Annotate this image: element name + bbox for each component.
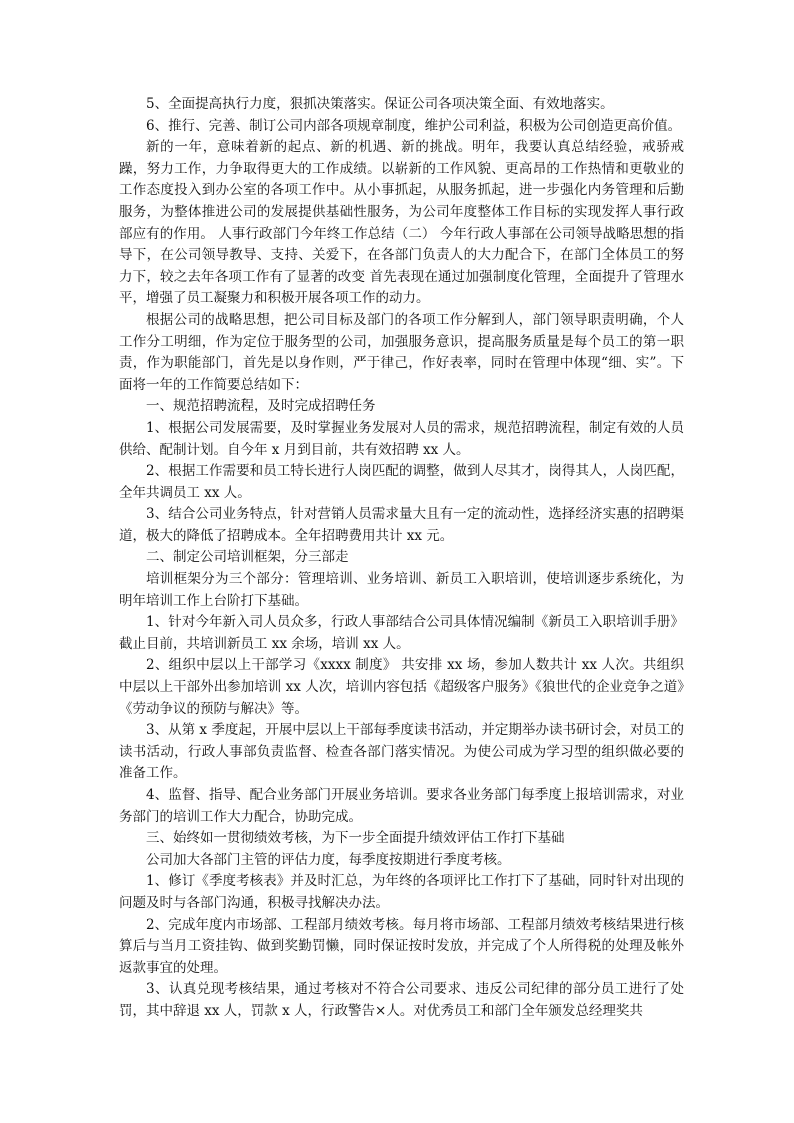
paragraph: 根据公司的战略思想，把公司目标及部门的各项工作分解到人，部门领导职责明确，个人工作分工明细，作为定位于服务型的公司，加强服务意识，提高服务质量是每个员工的第一职责，作为职能部门，首先是以身作则，严于律己，作好表率，同时在管理中体现“细、实”。下面将一年的工作简要总结如下： bbox=[119, 311, 684, 393]
paragraph: 2、组织中层以上干部学习《xxxx 制度》 共安排 xx 场，参加人数共计 xx 人次。共组织中层以上干部外出参加培训 xx 人次，培训内容包括《超级客户服务》《狼世代的企业竞争之道》《劳动争议的预防与解决》等。 bbox=[119, 657, 684, 717]
paragraph: 3、从第 x 季度起，开展中层以上干部每季度读书活动，并定期举办读书研讨会，对员工的读书活动，行政人事部负责监督、检查各部门落实情况。为使公司成为学习型的组织做必要的准备工作。 bbox=[119, 722, 684, 782]
paragraph: 公司加大各部门主管的评估力度，每季度按期进行季度考核。 bbox=[146, 851, 511, 868]
section-heading: 三、始终如一贯彻绩效考核，为下一步全面提升绩效评估工作打下基础 bbox=[146, 830, 565, 847]
paragraph: 新的一年，意味着新的起点、新的机遇、新的挑战。明年，我要认真总结经验，戒骄戒躁，努力工作，力争取得更大的工作成绩。以崭新的工作风貌、更高昂的工作热情和更敬业的工作态度投入到办公室的各项工作中。从小事抓起，从服务抓起，进一步强化内务管理和后勤服务，为整体推进公司的发展提供基础性服务，为公司年度整体工作目标的实现发挥人事行政部应有的作用。 人事行政部门今年终工作总结（二） 今年行政人事部在公司领导战略思想的指导下，在公司领导教导、支持、关爱下，在各部门负责人的大力配合下，在部门全体员工的努力下，较之去年各项工作有了显著的改变 首先表现在通过加强制度化管理，全面提升了管理水平，增强了员工凝聚力和积极开展各项工作的动力。 bbox=[119, 139, 684, 307]
paragraph: 3、结合公司业务特点，针对营销人员需求量大且有一定的流动性，选择经济实惠的招聘渠道，极大的降低了招聘成本。全年招聘费用共计 xx 元。 bbox=[119, 506, 684, 544]
section-heading: 二、制定公司培训框架，分三部走 bbox=[146, 549, 349, 566]
paragraph: 3、认真兑现考核结果，通过考核对不符合公司要求、违反公司纪律的部分员工进行了处罚，其中辞退 xx 人，罚款 x 人，行政警告×人。对优秀员工和部门全年颁发总经理奖共 bbox=[119, 981, 684, 1019]
paragraph: 1、修订《季度考核表》并及时汇总，为年终的各项评比工作打下了基础，同时针对出现的问题及时与各部门沟通，积极寻找解决办法。 bbox=[119, 873, 684, 911]
paragraph: 1、根据公司发展需要，及时掌握业务发展对人员的需求，规范招聘流程，制定有效的人员供给、配制计划。自今年 x 月到目前，共有效招聘 xx 人。 bbox=[119, 419, 684, 458]
paragraph: 2、根据工作需要和员工特长进行人岗匹配的调整，做到人尽其才，岗得其人，人岗匹配，全年共调员工 xx 人。 bbox=[119, 463, 684, 501]
paragraph: 培训框架分为三个部分：管理培训、业务培训、新员工入职培训，使培训逐步系统化，为明年培训工作上台阶打下基础。 bbox=[119, 571, 684, 609]
paragraph: 4、监督、指导、配合业务部门开展业务培训。要求各业务部门每季度上报培训需求，对业务部门的培训工作大力配合，协助完成。 bbox=[119, 787, 684, 825]
paragraph: 1、针对今年新入司人员众多，行政人事部结合公司具体情况编制《新员工入职培训手册》 截止目前，共培训新员工 xx 余场，培训 xx 人。 bbox=[119, 614, 684, 652]
section-heading: 一、规范招聘流程，及时完成招聘任务 bbox=[146, 398, 376, 415]
paragraph: 2、完成年度内市场部、工程部月绩效考核。每月将市场部、工程部月绩效考核结果进行核算后与当月工资挂钩、做到奖勤罚懒，同时保证按时发放，并完成了个人所得税的处理及帐外返款事宜的处理。 bbox=[119, 916, 684, 976]
paragraph: 5、全面提高执行力度，狠抓决策落实。保证公司各项决策全面、有效地落实。 bbox=[146, 96, 614, 112]
document-body bbox=[119, 94, 684, 1023]
paragraph: 6、推行、完善、制订公司内部各项规章制度，维护公司利益，积极为公司创造更高价值。 bbox=[146, 117, 682, 134]
